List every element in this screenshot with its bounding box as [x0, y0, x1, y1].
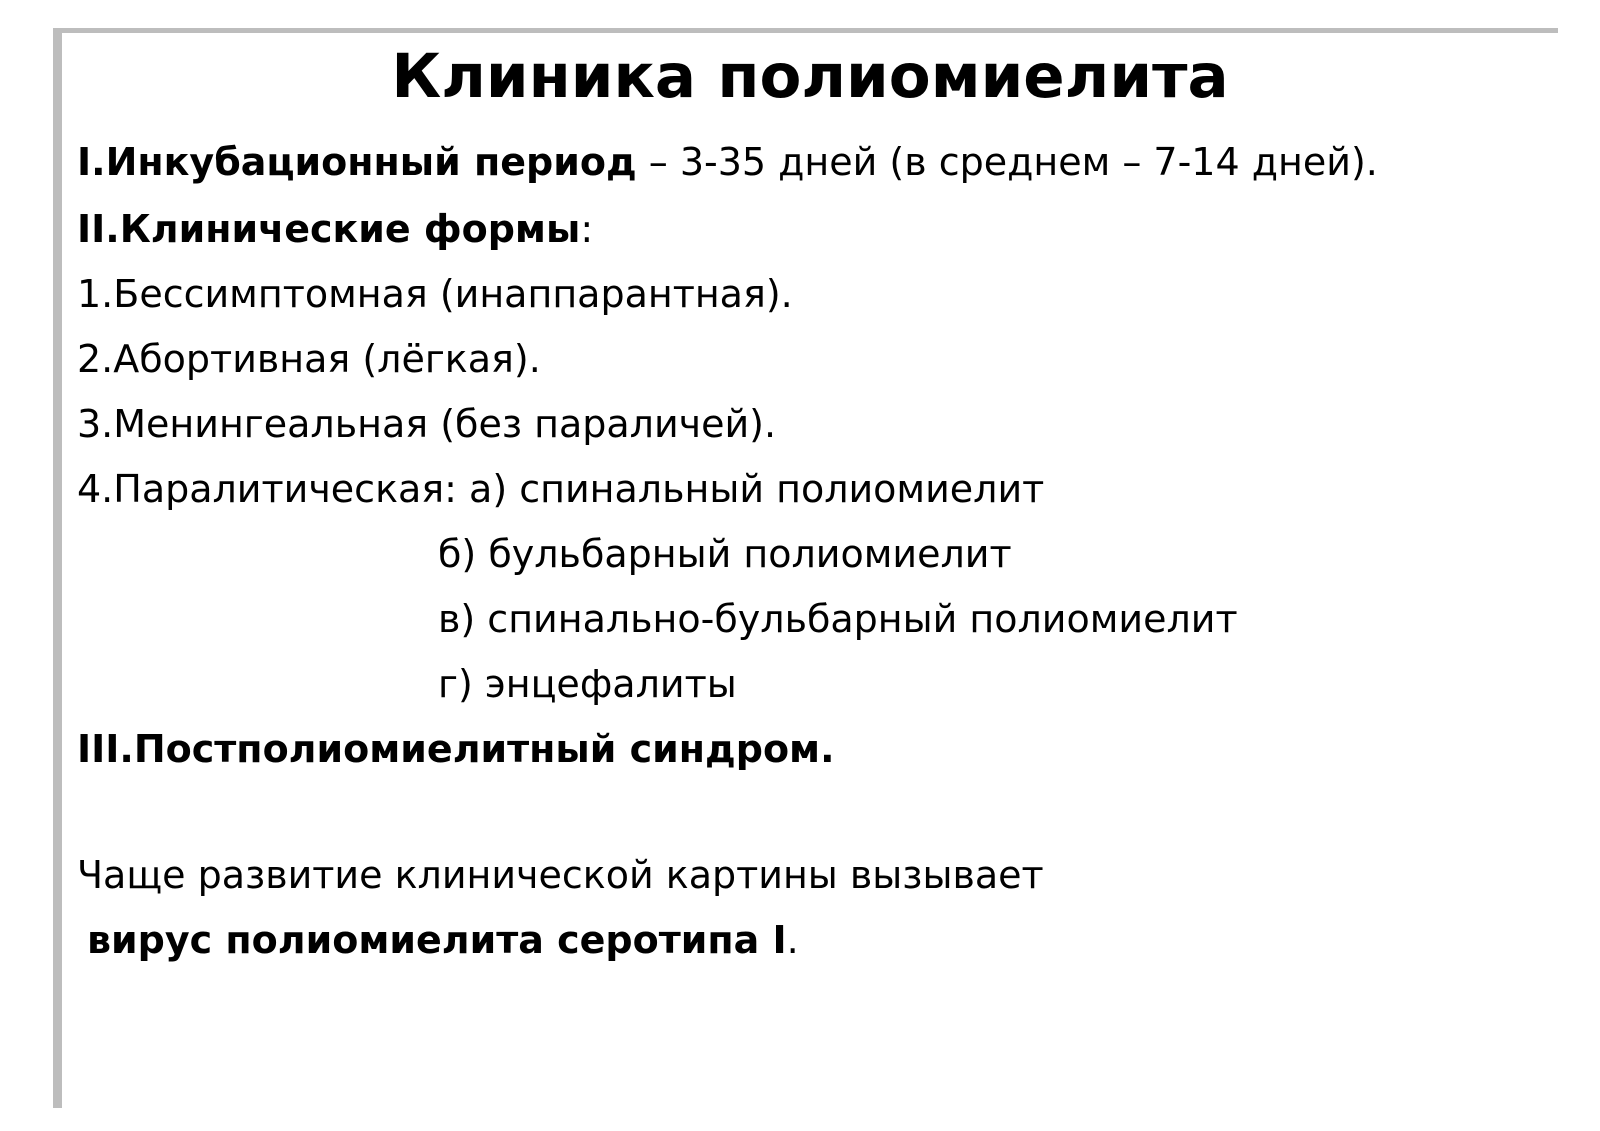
forms-label: II.Клинические формы — [77, 207, 581, 251]
note-line-1: Чаще развитие клинической картины вызывает — [77, 853, 1044, 897]
form-item-1: 1.Бессимптомная (инаппарантная). — [77, 272, 793, 316]
paralytic-subitem-g: г) энцефалиты — [438, 662, 737, 706]
paralytic-subitem-b: б) бульбарный полиомиелит — [438, 532, 1012, 576]
note-line-2 — [87, 918, 799, 964]
incubation-text: – 3-35 дней (в среднем – 7-14 дней). — [636, 140, 1378, 184]
slide-title: Клиника полиомиелита — [391, 41, 1229, 112]
form-item-3: 3.Менингеальная (без параличей). — [77, 402, 777, 446]
postpolio-syndrome: III.Постполиомиелитный синдром. — [77, 727, 835, 771]
form-item-2: 2.Абортивная (лёгкая). — [77, 337, 541, 381]
paralytic-subitem-v: в) спинально-бульбарный полиомиелит — [438, 597, 1238, 641]
form-item-4: 4.Паралитическая: а) спинальный полиомиелит — [77, 467, 1045, 511]
forms-heading-line — [77, 207, 593, 253]
forms-colon: : — [580, 207, 594, 251]
note-serotype: вирус полиомиелита серотипа I — [87, 918, 787, 962]
incubation-label: I.Инкубационный период — [77, 140, 637, 184]
note-period: . — [786, 918, 799, 962]
incubation-line — [77, 140, 1378, 186]
